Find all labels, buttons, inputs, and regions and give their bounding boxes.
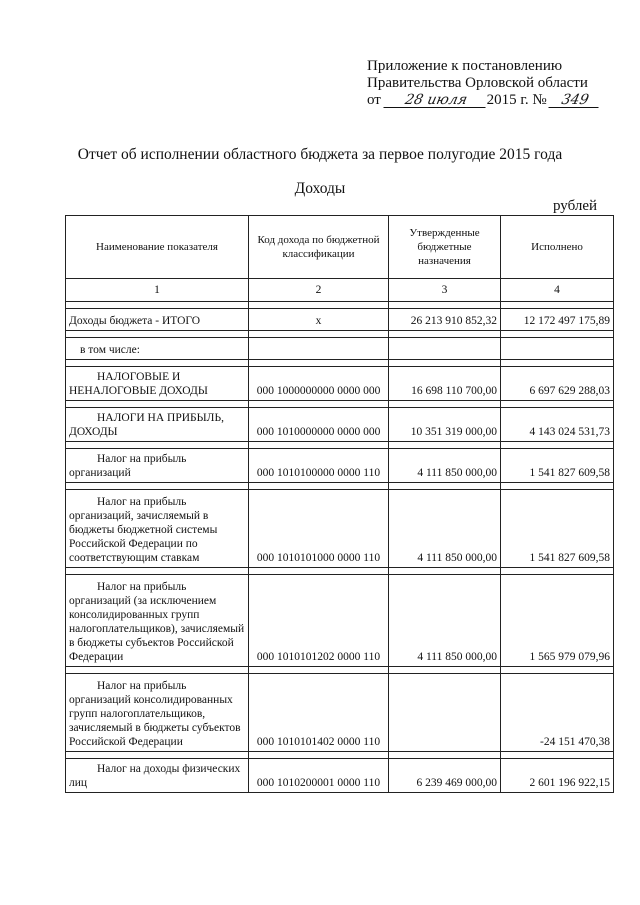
appendix-line-2: Правительства Орловской области xyxy=(367,75,588,91)
table-row xyxy=(66,449,614,483)
row-code xyxy=(249,338,389,360)
row-approved: 10 351 319 000,00 xyxy=(389,408,501,442)
column-number: 3 xyxy=(389,279,501,302)
table-row xyxy=(66,408,614,442)
row-approved: 6 239 469 000,00 xyxy=(389,759,501,793)
section-title: Доходы xyxy=(294,180,346,197)
table-row xyxy=(66,338,614,360)
row-approved xyxy=(389,338,501,360)
units-label: рублей xyxy=(553,198,598,214)
row-executed: 4 143 024 531,73 xyxy=(501,408,614,442)
appendix-line-1: Приложение к постановлению xyxy=(367,58,563,74)
row-name: Налог на прибыль организаций консолидированных групп налогоплательщиков, зачисляемый в бюджеты субъектов Российской Федерации xyxy=(66,674,249,752)
row-code: x xyxy=(249,309,389,331)
row-code: 000 1010000000 0000 000 xyxy=(249,408,389,442)
row-executed: 1 565 979 079,96 xyxy=(501,575,614,667)
handwritten-date: 28 июля xyxy=(383,93,488,108)
table-row xyxy=(66,367,614,401)
row-executed: 1 541 827 609,58 xyxy=(501,490,614,568)
row-name: в том числе: xyxy=(66,338,249,360)
row-code: 000 1010101000 0000 110 xyxy=(249,490,389,568)
column-number: 4 xyxy=(501,279,614,302)
column-number: 2 xyxy=(249,279,389,302)
row-executed: 12 172 497 175,89 xyxy=(501,309,614,331)
row-approved: 4 111 850 000,00 xyxy=(389,575,501,667)
row-name: Налог на прибыль организаций, зачисляемый в бюджеты бюджетной системы Российской Федерации по соответствующим ставкам xyxy=(66,490,249,568)
revenue-table xyxy=(65,215,614,793)
row-executed xyxy=(501,338,614,360)
year-label: 2015 г. № xyxy=(486,92,547,108)
row-approved xyxy=(389,674,501,752)
row-code: 000 1010101202 0000 110 xyxy=(249,575,389,667)
table-row xyxy=(66,309,614,331)
header-executed: Исполнено xyxy=(501,216,614,279)
row-executed: -24 151 470,38 xyxy=(501,674,614,752)
row-name: Налог на доходы физических лиц xyxy=(66,759,249,793)
table-spacer xyxy=(66,331,614,338)
row-approved: 4 111 850 000,00 xyxy=(389,449,501,483)
table-spacer xyxy=(66,302,614,309)
table-spacer xyxy=(66,752,614,759)
row-code: 000 1010200001 0000 110 xyxy=(249,759,389,793)
table-spacer xyxy=(66,442,614,449)
handwritten-number: 349 xyxy=(549,93,602,108)
row-code: 000 1000000000 0000 000 xyxy=(249,367,389,401)
row-code: 000 1010100000 0000 110 xyxy=(249,449,389,483)
row-name: Налог на прибыль организаций (за исключением консолидированных групп налогоплательщиков), зачисляемый в бюджеты субъектов Российской Федерации xyxy=(66,575,249,667)
header-indicator-name: Наименование показателя xyxy=(66,216,249,279)
row-approved: 26 213 910 852,32 xyxy=(389,309,501,331)
table-spacer xyxy=(66,667,614,674)
column-number-row xyxy=(66,279,614,302)
appendix-line-3 xyxy=(367,92,600,109)
table-spacer xyxy=(66,568,614,575)
report-title: Отчет об исполнении областного бюджета за первое полугодие 2015 года xyxy=(77,146,563,163)
table-spacer xyxy=(66,483,614,490)
table-row xyxy=(66,575,614,667)
table-row xyxy=(66,759,614,793)
table-header-row xyxy=(66,216,614,279)
header-revenue-code: Код дохода по бюджетной классификации xyxy=(249,216,389,279)
row-name: НАЛОГОВЫЕ И НЕНАЛОГОВЫЕ ДОХОДЫ xyxy=(66,367,249,401)
table-spacer xyxy=(66,360,614,367)
appendix-header xyxy=(367,58,600,109)
table-spacer xyxy=(66,401,614,408)
row-code: 000 1010101402 0000 110 xyxy=(249,674,389,752)
row-executed: 6 697 629 288,03 xyxy=(501,367,614,401)
header-approved: Утвержденные бюджетные назначения xyxy=(389,216,501,279)
row-executed: 1 541 827 609,58 xyxy=(501,449,614,483)
table-row xyxy=(66,490,614,568)
column-number: 1 xyxy=(66,279,249,302)
row-approved: 4 111 850 000,00 xyxy=(389,490,501,568)
row-name: Доходы бюджета - ИТОГО xyxy=(66,309,249,331)
from-label: от xyxy=(367,92,381,108)
row-name: Налог на прибыль организаций xyxy=(66,449,249,483)
table-row xyxy=(66,674,614,752)
row-name: НАЛОГИ НА ПРИБЫЛЬ, ДОХОДЫ xyxy=(66,408,249,442)
row-executed: 2 601 196 922,15 xyxy=(501,759,614,793)
row-approved: 16 698 110 700,00 xyxy=(389,367,501,401)
